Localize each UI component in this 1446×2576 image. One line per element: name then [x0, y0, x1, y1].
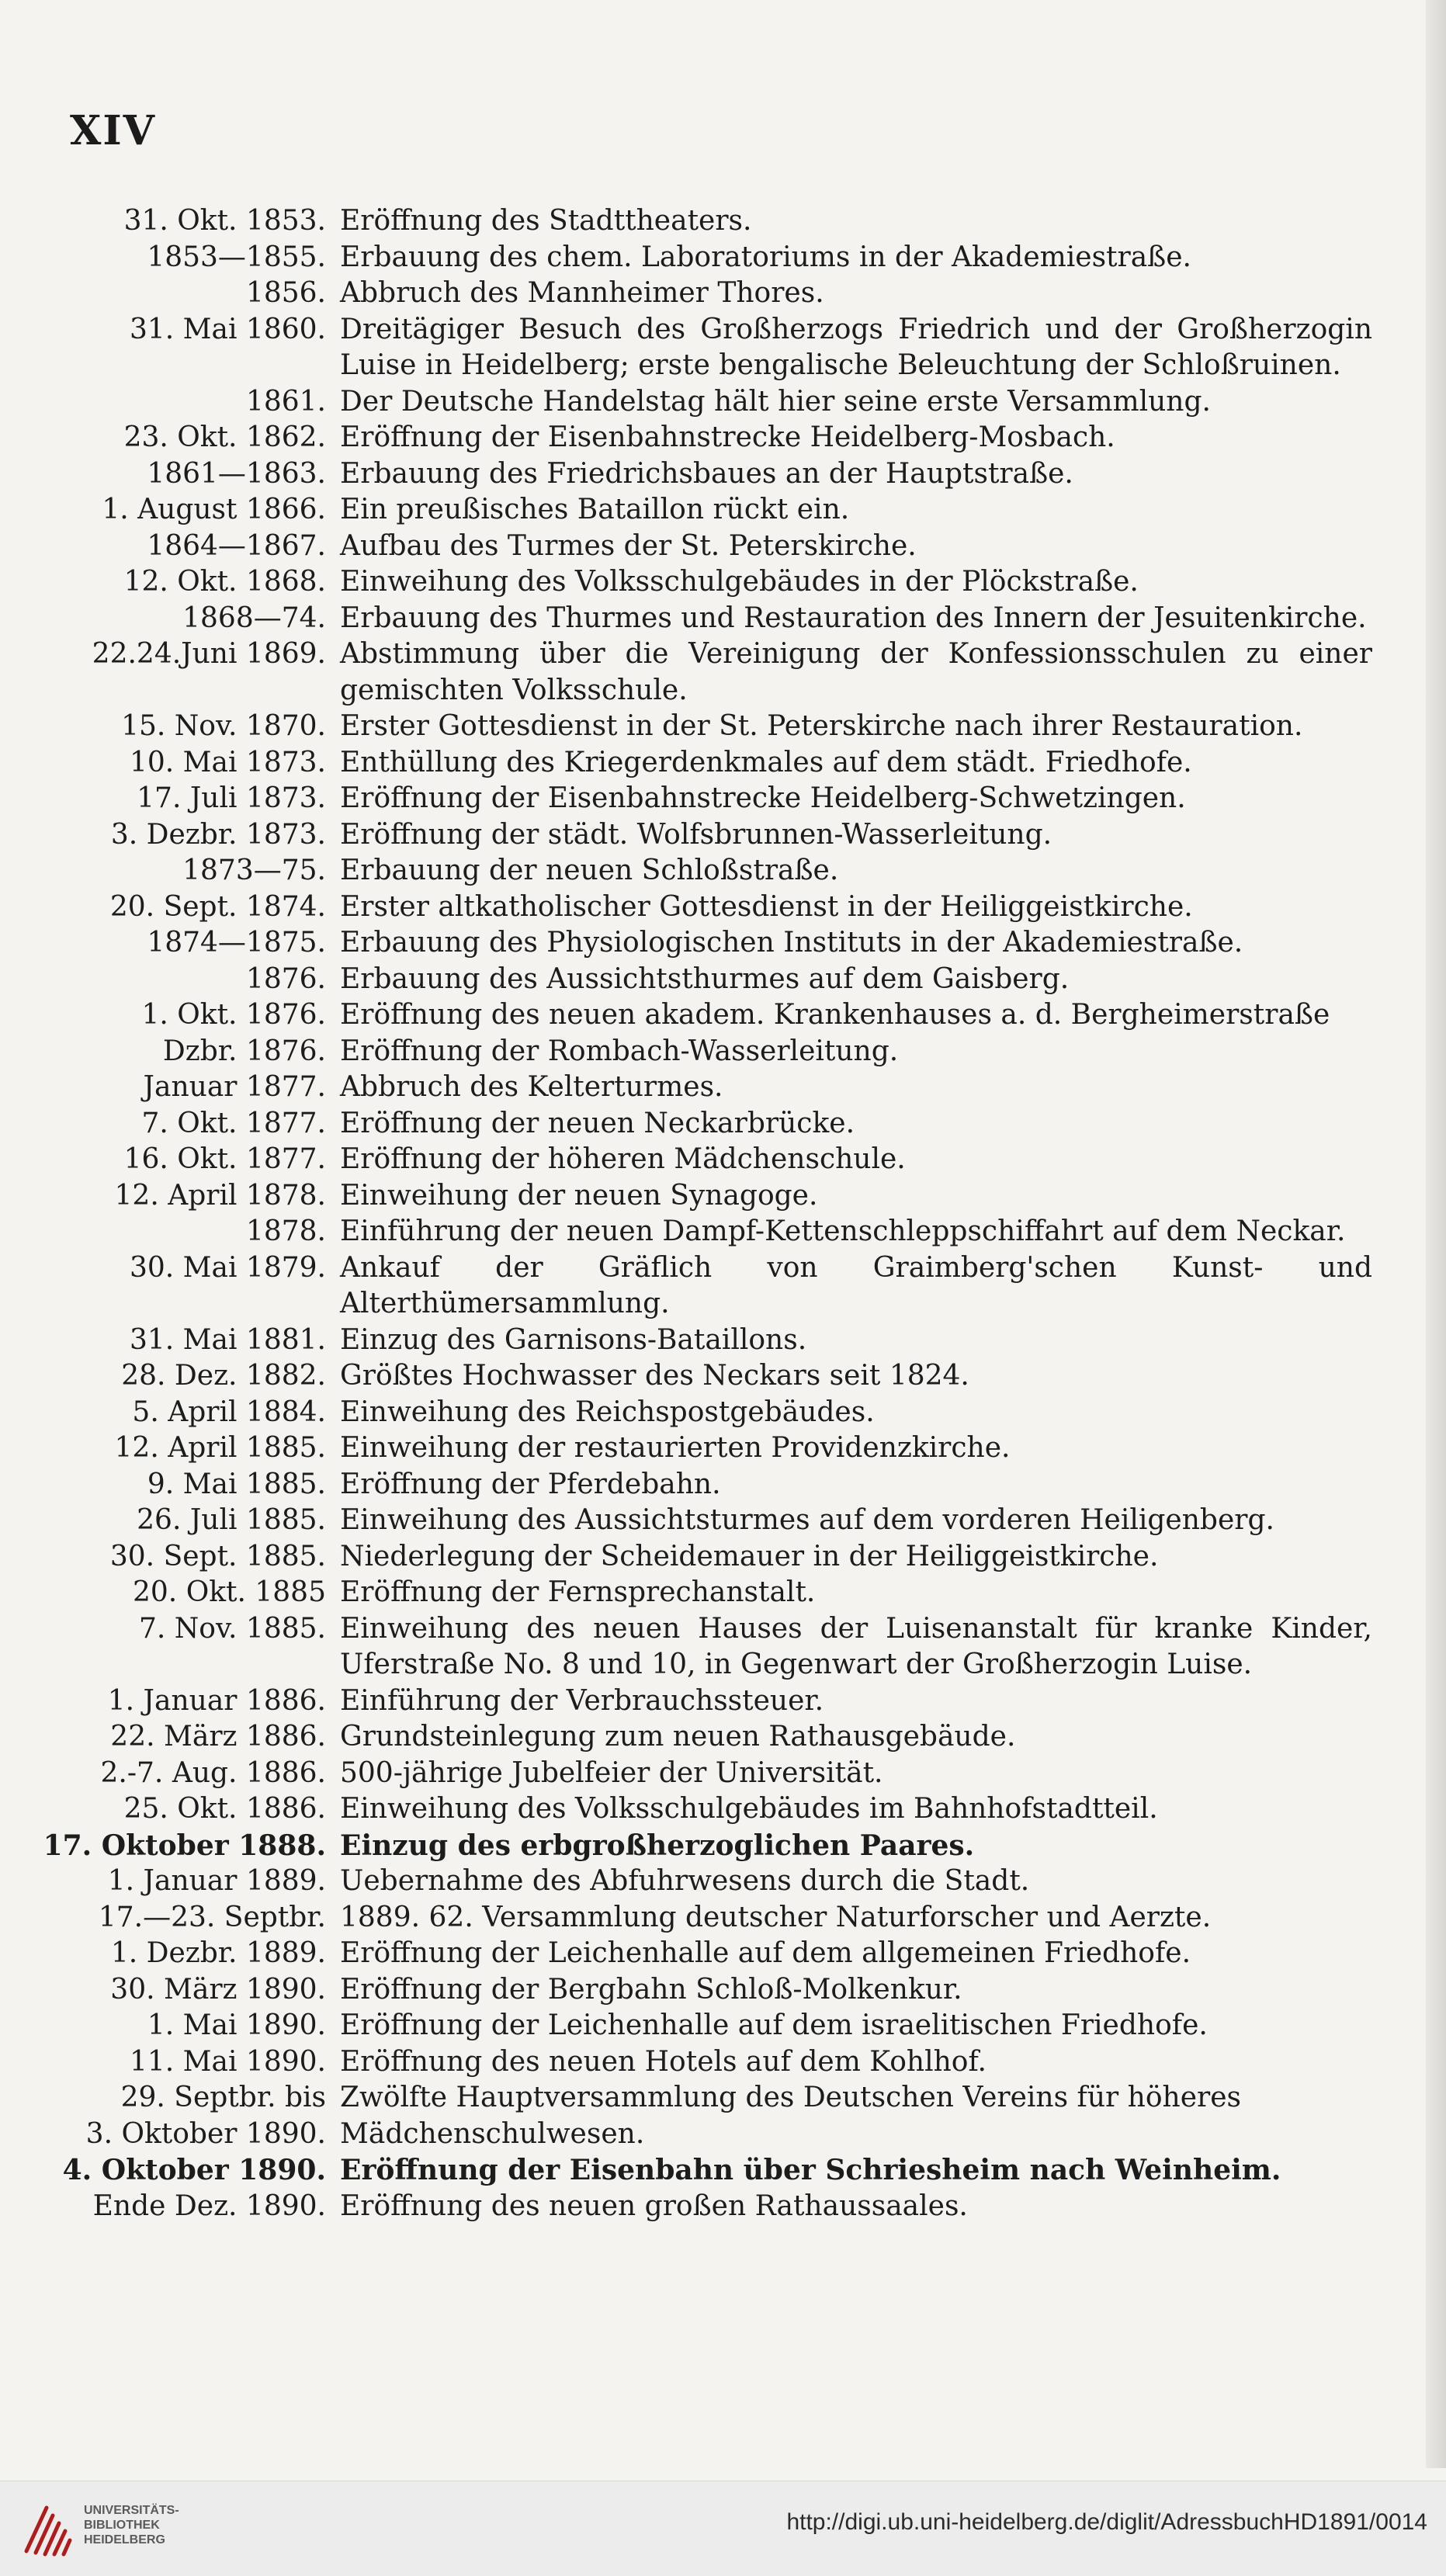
entry-date: 22.24.Juni 1869. — [92, 638, 326, 670]
entry-text: Der Deutsche Handelstag hält hier seine erste Versammlung. — [340, 385, 1211, 418]
chronicle-entry — [0, 564, 1428, 601]
entry-date: 31. Mai 1881. — [129, 1323, 326, 1356]
entry-date: 1861—1863. — [147, 457, 326, 490]
entry-date: 12. Okt. 1868. — [123, 566, 326, 598]
entry-date: 1873—75. — [182, 855, 326, 886]
chronicle-entry — [0, 1539, 1428, 1576]
entry-date: 3. Dezbr. 1873. — [110, 818, 326, 851]
chronicle-entry — [0, 2152, 1428, 2189]
chronicle-entry — [0, 745, 1428, 782]
entry-date: Januar 1877. — [143, 1071, 326, 1103]
chronicle-entry — [0, 925, 1428, 962]
chronicle-entry — [0, 1864, 1428, 1900]
chronicle-list — [0, 203, 1428, 2224]
entry-text: Abbruch des Mannheimer Thores. — [340, 277, 824, 309]
chronicle-entry — [0, 1611, 1428, 1683]
library-logo-icon — [16, 2497, 78, 2559]
entry-text: Einweihung des Volksschulgebäudes in der Plöckstraße. — [340, 566, 1139, 598]
chronicle-entry — [0, 1683, 1428, 1720]
entry-date: 20. Okt. 1885 — [133, 1576, 326, 1608]
chronicle-entry — [0, 1503, 1428, 1539]
entry-text: Enthüllung des Kriegerdenkmales auf dem städt. Friedhofe. — [340, 746, 1192, 778]
entry-date: 12. April 1878. — [114, 1179, 326, 1212]
entry-text: Einzug des erbgroßherzoglichen Paares. — [340, 1829, 975, 1862]
entry-date: 7. Okt. 1877. — [141, 1107, 326, 1139]
entry-text: Aufbau des Turmes der St. Peterskirche. — [340, 529, 917, 562]
entry-text: Abbruch des Kelterturmes. — [340, 1071, 723, 1103]
chronicle-entry — [0, 1395, 1428, 1431]
chronicle-entry — [0, 1178, 1428, 1215]
chronicle-entry — [0, 1358, 1428, 1395]
entry-date: 1861. — [245, 385, 326, 418]
entry-text: Erbauung des Thurmes und Restauration des Innern der Jesuitenkirche. — [340, 602, 1367, 634]
chronicle-entry — [0, 1828, 1428, 1864]
entry-date: 4. Oktober 1890. — [62, 2154, 326, 2186]
entry-text: Zwölfte Hauptversammlung des Deutschen Vereins für höheres — [340, 2082, 1242, 2113]
entry-date: 15. Nov. 1870. — [121, 710, 326, 742]
entry-text: 1889. 62. Versammlung deutscher Naturforscher und Aerzte. — [340, 1901, 1212, 1933]
entry-date: 31. Mai 1860. — [129, 313, 326, 345]
chronicle-entry — [0, 2189, 1428, 2225]
chronicle-entry — [0, 636, 1428, 709]
entry-text: Dreitägiger Besuch des Großherzogs Friedrich und der Großherzogin Luise in Heidelberg; erste bengalische Beleuchtung der Schloßruinen. — [340, 313, 1372, 381]
entry-date: 22. März 1886. — [110, 1721, 326, 1753]
entry-text: Eröffnung des neuen akadem. Krankenhauses a. d. Bergheimerstraße — [340, 999, 1330, 1031]
chronicle-entry — [0, 276, 1428, 312]
entry-text: Eröffnung der städt. Wolfsbrunnen-Wasserleitung. — [340, 818, 1052, 851]
entry-date: 31. Okt. 1853. — [123, 205, 326, 237]
entry-text: Erbauung des chem. Laboratoriums in der Akademiestraße. — [340, 241, 1191, 273]
entry-text: Erbauung des Physiologischen Instituts in der Akademiestraße. — [340, 927, 1243, 959]
entry-date: 1. Dezbr. 1889. — [110, 1937, 326, 1969]
entry-date: 9. Mai 1885. — [147, 1468, 326, 1500]
chronicle-entry — [0, 1214, 1428, 1250]
entry-text: Einweihung des Reichspostgebäudes. — [340, 1395, 875, 1428]
chronicle-entry — [0, 709, 1428, 745]
chronicle-entry — [0, 1142, 1428, 1178]
entry-date: 30. März 1890. — [110, 1973, 326, 2006]
entry-text: Mädchenschulwesen. — [340, 2117, 645, 2150]
entry-text: Eröffnung der Bergbahn Schloß-Molkenkur. — [340, 1973, 962, 2006]
entry-text: Eröffnung der Leichenhalle auf dem israelitischen Friedhofe. — [340, 2009, 1208, 2041]
entry-date: 30. Sept. 1885. — [109, 1540, 326, 1572]
chronicle-entry — [0, 529, 1428, 565]
chronicle-entry — [0, 853, 1428, 889]
entry-text: 500-jährige Jubelfeier der Universität. — [340, 1756, 883, 1789]
chronicle-entry — [0, 203, 1428, 240]
entry-date: 25. Okt. 1886. — [123, 1793, 326, 1825]
footer-bar — [0, 2481, 1446, 2576]
entry-text: Erbauung des Friedrichsbaues an der Hauptstraße. — [340, 457, 1073, 490]
chronicle-entry — [0, 781, 1428, 817]
entry-text: Einweihung des Volksschulgebäudes im Bahnhofstadtteil. — [340, 1793, 1158, 1825]
library-logo-text — [84, 2503, 179, 2547]
logo-line-3: HEIDELBERG — [84, 2533, 165, 2547]
entry-date: 3. Oktober 1890. — [85, 2117, 326, 2150]
entry-text: Eröffnung des Stadttheaters. — [340, 205, 752, 237]
logo-line-2: BIBLIOTHEK — [84, 2519, 160, 2532]
entry-date: 1. Januar 1889. — [107, 1865, 326, 1897]
entry-date: 17.—23. Septbr. — [98, 1901, 326, 1933]
chronicle-entry — [0, 817, 1428, 854]
entry-text: Erster Gottesdienst in der St. Peterskirche nach ihrer Restauration. — [340, 710, 1303, 742]
entry-text: Grundsteinlegung zum neuen Rathausgebäude. — [340, 1721, 1016, 1753]
entry-date: 1856. — [245, 277, 326, 309]
source-url-link[interactable]: http://digi.ub.uni-heidelberg.de/diglit/AdressbuchHD1891/0014 — [786, 2509, 1427, 2535]
entry-text: Erster altkatholischer Gottesdienst in der Heiliggeistkirche. — [340, 890, 1193, 923]
entry-text: Einzug des Garnisons-Bataillons. — [340, 1323, 807, 1356]
entry-date: 17. Oktober 1888. — [43, 1829, 326, 1862]
chronicle-entry — [0, 2044, 1428, 2081]
chronicle-entry — [0, 1791, 1428, 1828]
entry-text: Abstimmung über die Vereinigung der Konfessionsschulen zu einer gemischten Volksschule. — [340, 638, 1372, 706]
chronicle-entry — [0, 1719, 1428, 1756]
entry-text: Uebernahme des Abfuhrwesens durch die Stadt. — [340, 1865, 1030, 1897]
chronicle-entry — [0, 1034, 1428, 1070]
chronicle-entry — [0, 1936, 1428, 1972]
entry-date: 16. Okt. 1877. — [123, 1143, 326, 1175]
entry-date: 1864—1867. — [147, 529, 326, 562]
entry-date: Dzbr. 1876. — [162, 1035, 326, 1067]
entry-date: 5. April 1884. — [132, 1395, 326, 1428]
page-edge — [1426, 0, 1446, 2468]
entry-date: 1853—1855. — [147, 241, 326, 273]
chronicle-entry — [0, 962, 1428, 998]
chronicle-entry — [0, 1756, 1428, 1792]
entry-text: Einweihung der restaurierten Providenzkirche. — [340, 1432, 1011, 1464]
entry-text: Eröffnung des neuen Hotels auf dem Kohlhof. — [340, 2045, 987, 2078]
entry-date: 1876. — [245, 962, 326, 995]
entry-text: Eröffnung der neuen Neckarbrücke. — [340, 1107, 855, 1139]
entry-date: 17. Juli 1873. — [137, 782, 326, 814]
chronicle-entry — [0, 456, 1428, 493]
chronicle-entry — [0, 1106, 1428, 1142]
chronicle-entry — [0, 2008, 1428, 2044]
entry-text: Eröffnung der Eisenbahnstrecke Heidelberg-Mosbach. — [340, 421, 1115, 453]
entry-date: 12. April 1885. — [114, 1432, 326, 1464]
chronicle-entry — [0, 997, 1428, 1034]
chronicle-entry — [0, 1900, 1428, 1936]
chronicle-entry — [0, 1250, 1428, 1323]
entry-text: Niederlegung der Scheidemauer in der Heiliggeistkirche. — [340, 1540, 1159, 1572]
entry-date: 30. Mai 1879. — [129, 1251, 326, 1284]
entry-date: 1874—1875. — [147, 927, 326, 959]
entry-text: Ankauf der Gräflich von Graimberg'schen Kunst- und Alterthümersammlung. — [340, 1251, 1372, 1319]
logo-line-1: UNIVERSITÄTS- — [84, 2504, 179, 2517]
chronicle-entry — [0, 889, 1428, 926]
entry-date: 2.-7. Aug. 1886. — [100, 1756, 326, 1789]
chronicle-entry — [0, 492, 1428, 529]
entry-date: 11. Mai 1890. — [129, 2045, 326, 2078]
entry-date: 29. Septbr. bis — [120, 2082, 326, 2113]
entry-text: Größtes Hochwasser des Neckars seit 1824. — [340, 1360, 969, 1392]
entry-date: 26. Juli 1885. — [137, 1504, 326, 1536]
entry-date: 23. Okt. 1862. — [123, 421, 326, 453]
chronicle-entry — [0, 601, 1428, 637]
chronicle-entry — [0, 384, 1428, 421]
entry-date: 1. August 1866. — [102, 494, 326, 525]
entry-text: Eröffnung der Pferdebahn. — [340, 1468, 721, 1500]
entry-date: 1878. — [245, 1215, 326, 1247]
entry-date: 7. Nov. 1885. — [139, 1612, 326, 1645]
chronicle-entry — [0, 312, 1428, 384]
entry-text: Einweihung des Aussichtsturmes auf dem vorderen Heiligenberg. — [340, 1504, 1274, 1536]
entry-text: Einführung der Verbrauchssteuer. — [340, 1684, 824, 1717]
chronicle-entry — [0, 240, 1428, 276]
chronicle-entry — [0, 2080, 1428, 2117]
chronicle-entry — [0, 1467, 1428, 1503]
chronicle-entry — [0, 1972, 1428, 2009]
entry-date: 1. Okt. 1876. — [141, 999, 326, 1031]
entry-date: 1. Januar 1886. — [107, 1684, 326, 1717]
entry-text: Eröffnung der Leichenhalle auf dem allgemeinen Friedhofe. — [340, 1937, 1191, 1969]
entry-text: Eröffnung der Rombach-Wasserleitung. — [340, 1035, 899, 1067]
entry-date: 1. Mai 1890. — [147, 2009, 326, 2041]
chronicle-entry — [0, 1323, 1428, 1359]
entry-text: Eröffnung der höheren Mädchenschule. — [340, 1143, 906, 1175]
entry-date: Ende Dez. 1890. — [92, 2189, 326, 2222]
entry-text: Erbauung der neuen Schloßstraße. — [340, 855, 839, 886]
page-number: XIV — [70, 107, 157, 154]
chronicle-entry — [0, 2117, 1428, 2153]
entry-date: 1868—74. — [182, 602, 326, 634]
chronicle-entry — [0, 1070, 1428, 1106]
entry-text: Einweihung des neuen Hauses der Luisenanstalt für kranke Kinder, Uferstraße No. 8 und 10, in Gegenwart der Großherzogin Luise. — [340, 1612, 1372, 1680]
entry-date: 20. Sept. 1874. — [109, 890, 326, 923]
chronicle-entry — [0, 1430, 1428, 1467]
entry-text: Erbauung des Aussichtsthurmes auf dem Gaisberg. — [340, 962, 1070, 995]
entry-text: Einweihung der neuen Synagoge. — [340, 1179, 818, 1212]
entry-date: 28. Dez. 1882. — [121, 1360, 326, 1392]
entry-text: Eröffnung der Eisenbahn über Schriesheim nach Weinheim. — [340, 2154, 1281, 2186]
entry-text: Einführung der neuen Dampf-Kettenschleppschiffahrt auf dem Neckar. — [340, 1215, 1346, 1247]
entry-date: 10. Mai 1873. — [129, 746, 326, 778]
entry-text: Eröffnung des neuen großen Rathaussaales. — [340, 2189, 968, 2222]
entry-text: Eröffnung der Fernsprechanstalt. — [340, 1576, 816, 1608]
chronicle-entry — [0, 1575, 1428, 1611]
chronicle-entry — [0, 420, 1428, 456]
entry-text: Eröffnung der Eisenbahnstrecke Heidelberg-Schwetzingen. — [340, 782, 1186, 814]
entry-text: Ein preußisches Bataillon rückt ein. — [340, 494, 850, 525]
